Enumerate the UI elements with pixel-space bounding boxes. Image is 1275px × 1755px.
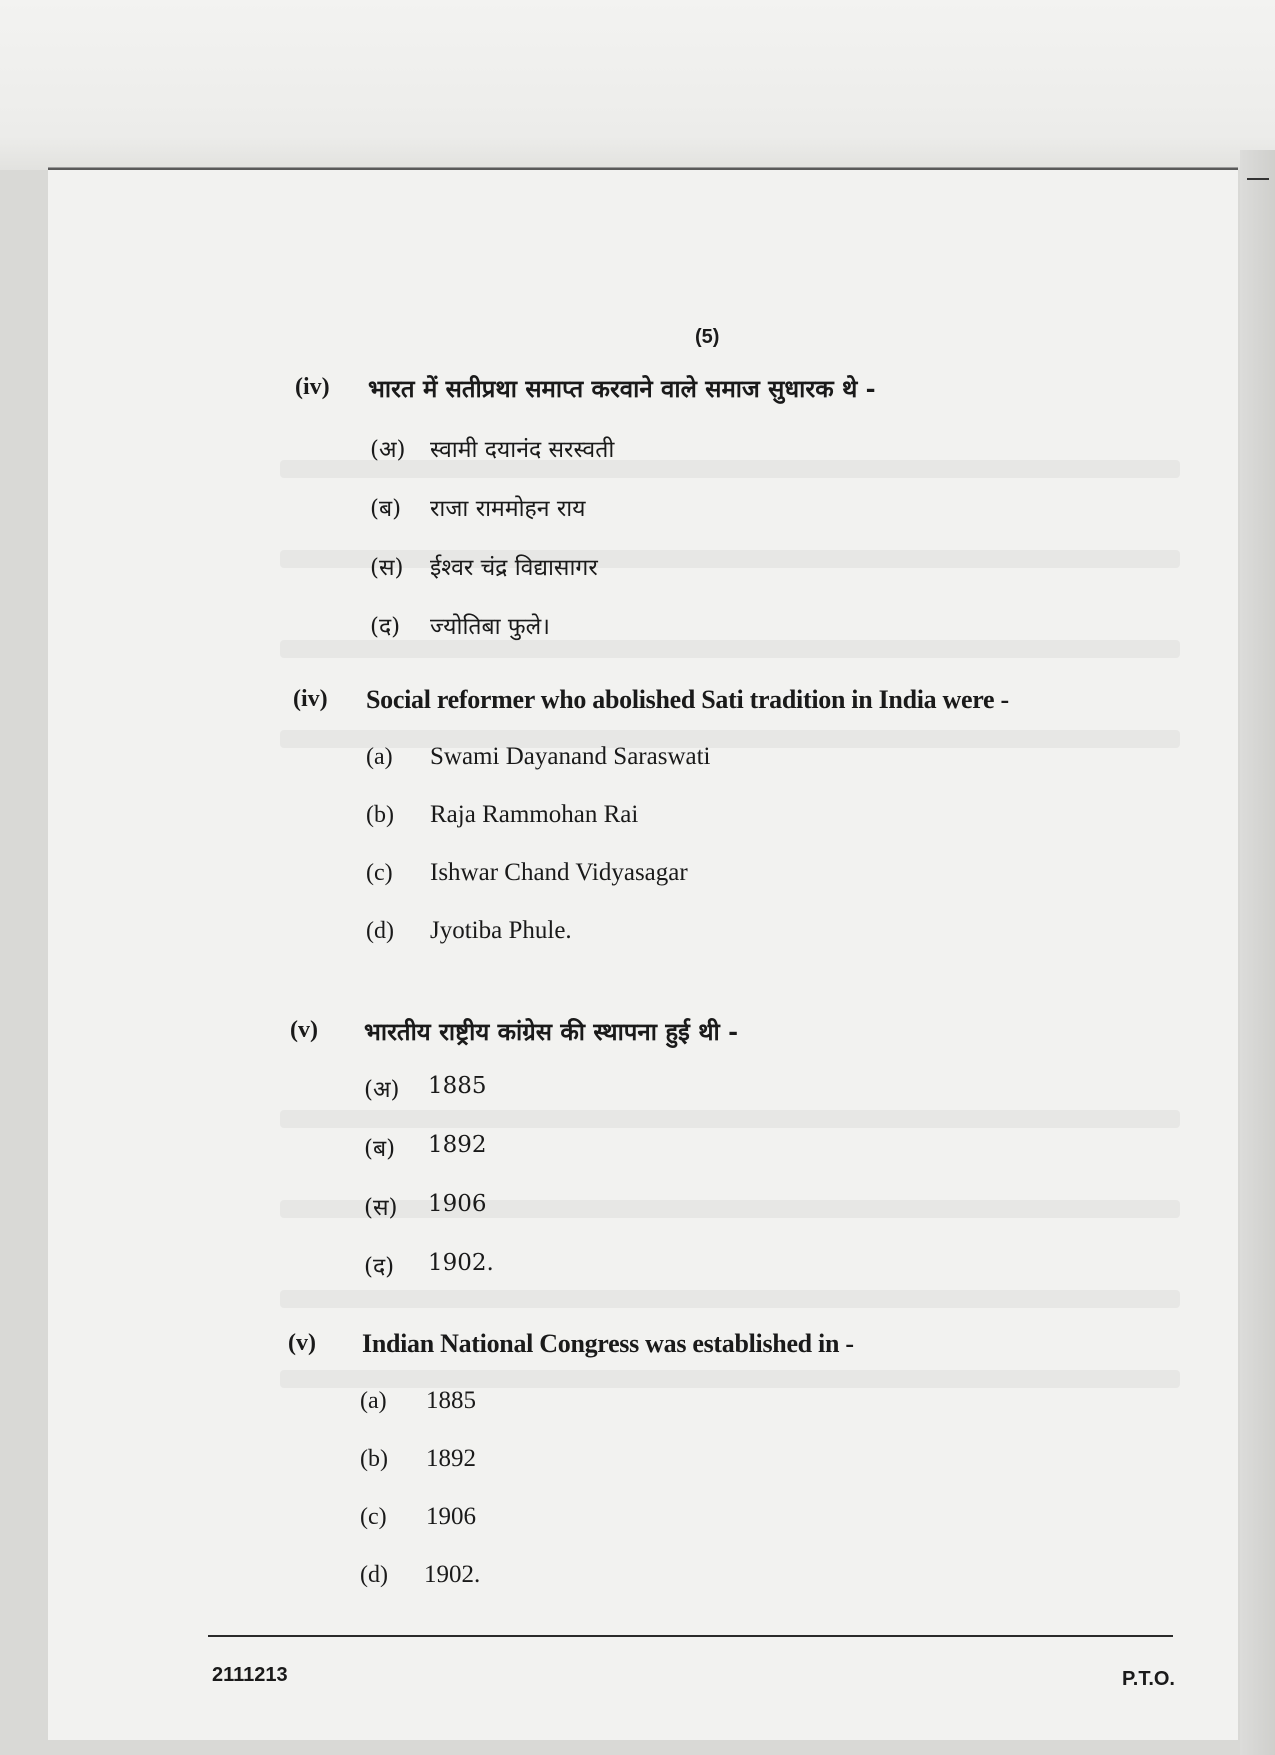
- option-marker: (c): [360, 1504, 387, 1530]
- option-text: 1885: [426, 1387, 476, 1414]
- show-through: [280, 730, 1180, 748]
- show-through: [280, 1110, 1180, 1128]
- option-text: स्वामी दयानंद सरस्वती: [430, 437, 615, 463]
- pto-label: P.T.O.: [1122, 1668, 1175, 1690]
- option-text: 1902.: [424, 1561, 481, 1588]
- underlying-page-edge: [1240, 150, 1275, 1755]
- question-number: (iv): [293, 686, 328, 712]
- option-text: 1902.: [428, 1250, 494, 1276]
- option-text: 1892: [426, 1445, 476, 1472]
- show-through: [280, 1370, 1180, 1388]
- option-text: Raja Rammohan Rai: [430, 801, 639, 828]
- option-text: ईश्वर चंद्र विद्यासागर: [430, 555, 598, 581]
- show-through: [280, 640, 1180, 658]
- option-marker: (अ): [364, 1077, 400, 1103]
- scan-background-top: [0, 0, 1275, 170]
- option-marker: (द): [370, 614, 401, 640]
- option-marker: (a): [360, 1388, 387, 1414]
- option-text: 1892: [428, 1132, 487, 1158]
- option-marker: (अ): [370, 437, 406, 463]
- option-text: राजा राममोहन राय: [430, 496, 586, 522]
- option-text: 1906: [426, 1503, 476, 1530]
- option-text: Jyotiba Phule.: [430, 917, 572, 944]
- show-through: [280, 460, 1180, 478]
- question-number: (v): [288, 1330, 316, 1356]
- option-marker: (a): [366, 744, 393, 770]
- option-marker: (स): [370, 555, 404, 581]
- option-marker: (द): [364, 1254, 395, 1280]
- option-text: 1885: [428, 1073, 487, 1099]
- question-text: भारत में सतीप्रथा समाप्त करवाने वाले समाज सुधारक थे -: [368, 374, 876, 403]
- option-marker: (d): [366, 918, 394, 944]
- question-text: Indian National Congress was established in -: [362, 1329, 854, 1358]
- question-text: Social reformer who abolished Sati tradition in India were -: [366, 685, 1009, 714]
- show-through: [280, 550, 1180, 568]
- paper-code: 2111213: [212, 1664, 288, 1686]
- show-through: [280, 1290, 1180, 1308]
- question-text: भारतीय राष्ट्रीय कांग्रेस की स्थापना हुई थी -: [364, 1017, 739, 1046]
- option-marker: (स): [364, 1195, 398, 1221]
- option-marker: (d): [360, 1562, 388, 1588]
- option-text: Ishwar Chand Vidyasagar: [430, 859, 688, 886]
- question-number: (iv): [295, 374, 330, 400]
- show-through: [280, 1200, 1180, 1218]
- option-marker: (c): [366, 860, 393, 886]
- question-number: (v): [290, 1017, 318, 1043]
- option-marker: (ब): [370, 496, 402, 522]
- page-edge-mark: [1247, 178, 1269, 180]
- option-marker: (b): [360, 1446, 388, 1472]
- option-marker: (b): [366, 802, 394, 828]
- option-text: Swami Dayanand Saraswati: [430, 743, 711, 770]
- option-marker: (ब): [364, 1136, 396, 1162]
- footer-rule: [208, 1635, 1173, 1637]
- page-number: (5): [695, 326, 720, 348]
- option-text: 1906: [428, 1191, 487, 1217]
- option-text: ज्योतिबा फुले।: [430, 614, 550, 640]
